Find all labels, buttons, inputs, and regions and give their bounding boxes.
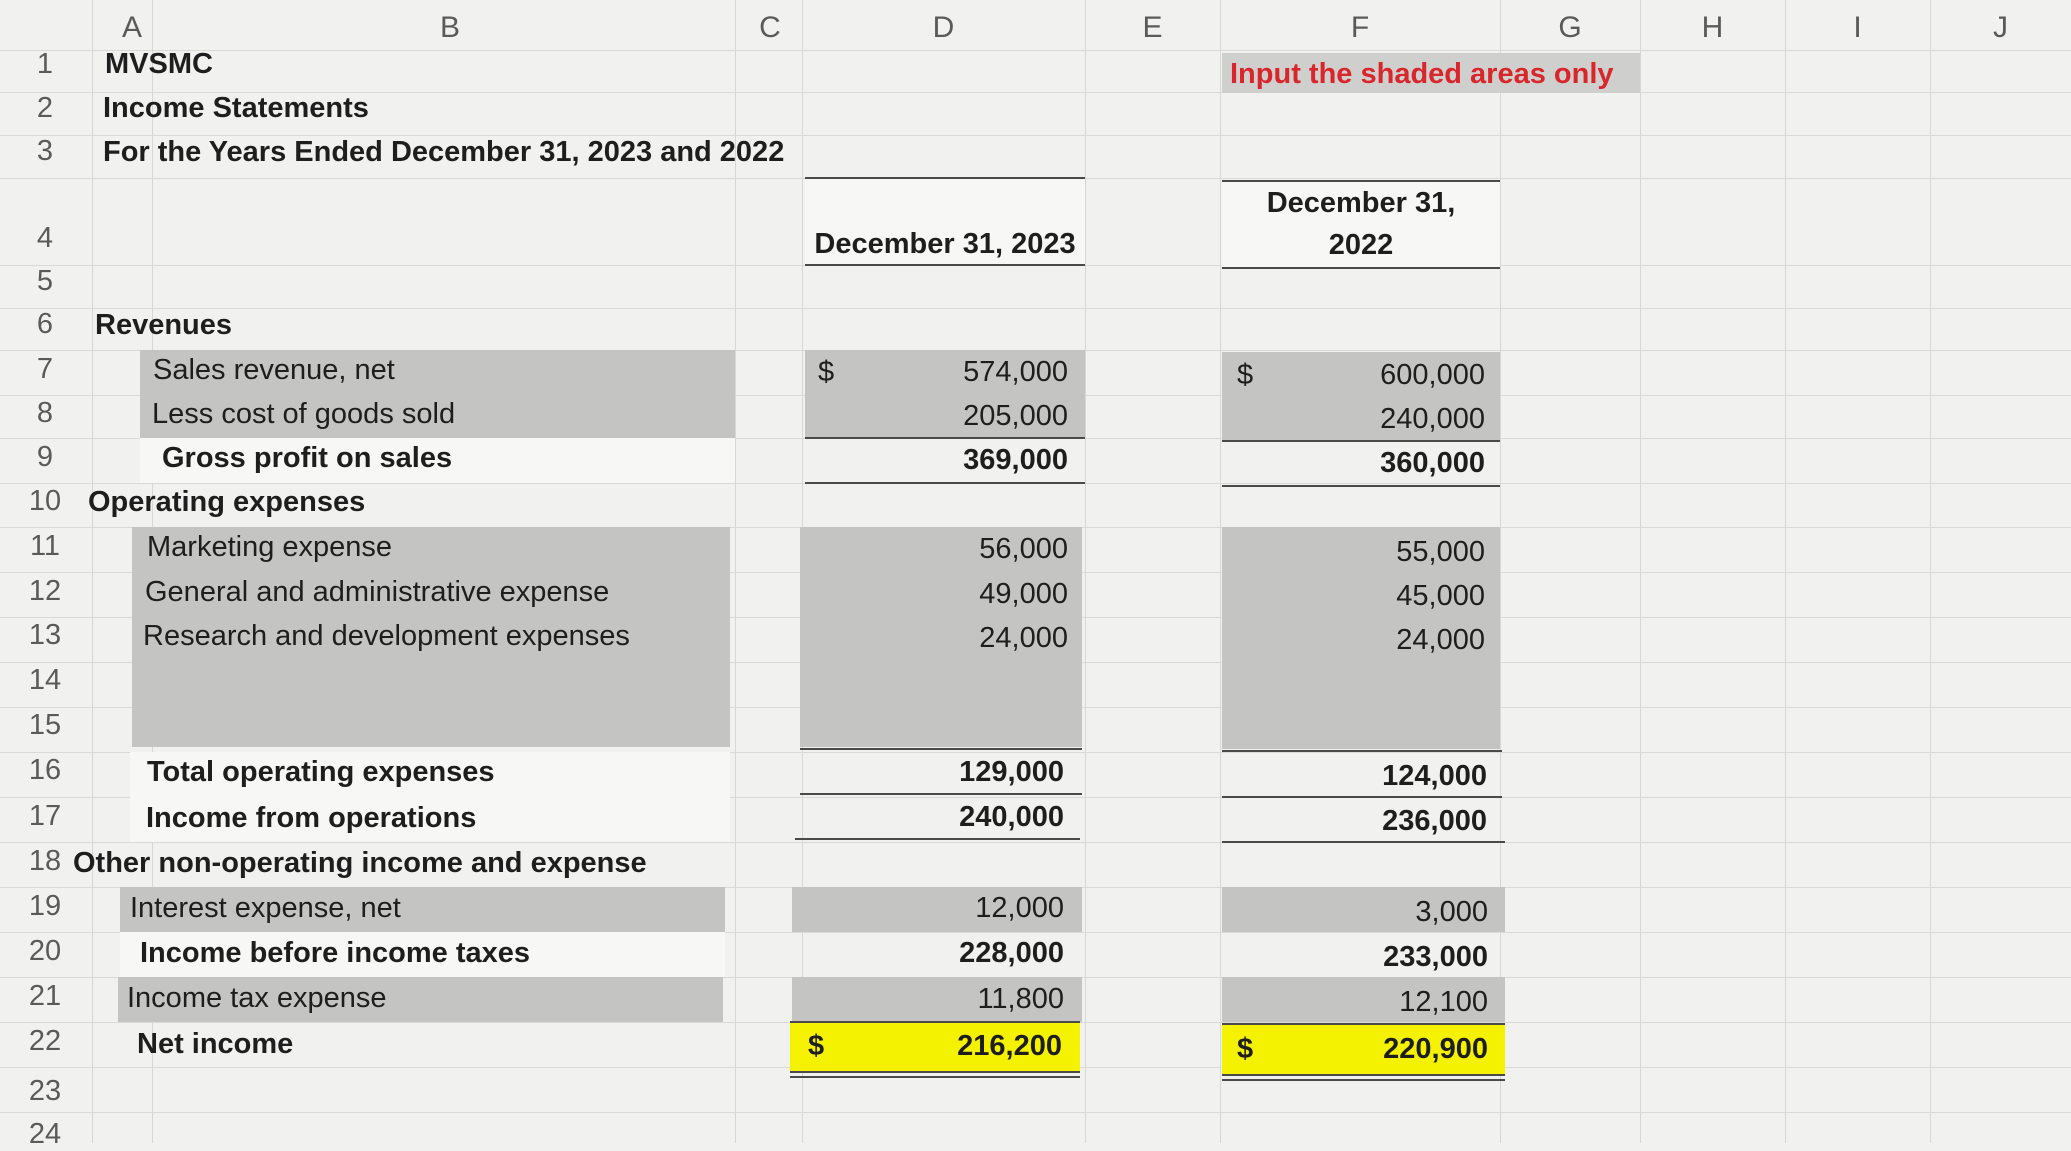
row-header[interactable]: 7 [36, 353, 54, 385]
column-header-a[interactable]: A [121, 11, 142, 44]
row-header[interactable]: 16 [28, 754, 62, 786]
value-2022-income-ops[interactable]: 236,000 [1382, 805, 1487, 837]
row-header[interactable]: 9 [36, 441, 54, 473]
column-header-d[interactable]: D [932, 11, 955, 44]
row-header[interactable]: 8 [36, 397, 54, 429]
instruction-text: Input the shaded areas only [1230, 58, 1614, 90]
currency-symbol: $ [1237, 1033, 1254, 1065]
header-2022-line2: 2022 [1328, 229, 1394, 261]
value-2023-cogs[interactable]: 205,000 [963, 400, 1068, 432]
value-2022-pretax[interactable]: 233,000 [1383, 941, 1488, 973]
value-2023-pretax[interactable]: 228,000 [959, 937, 1064, 969]
value-2022-cogs[interactable]: 240,000 [1380, 403, 1485, 435]
row-header[interactable]: 14 [28, 664, 62, 696]
value-2022-rd[interactable]: 24,000 [1396, 624, 1485, 656]
value-2023-income-ops[interactable]: 240,000 [959, 801, 1064, 833]
row-header[interactable]: 17 [28, 800, 62, 832]
row-header[interactable]: 12 [28, 575, 62, 607]
row-header[interactable]: 15 [28, 709, 62, 741]
label-sales-revenue[interactable]: Sales revenue, net [153, 354, 395, 386]
label-interest[interactable]: Interest expense, net [130, 892, 401, 924]
currency-symbol: $ [818, 356, 835, 388]
label-pretax: Income before income taxes [140, 937, 531, 969]
label-gross-profit: Gross profit on sales [162, 442, 453, 474]
statement-title: Income Statements [103, 92, 369, 124]
value-2023-marketing[interactable]: 56,000 [979, 533, 1068, 565]
column-header-j[interactable]: J [1993, 11, 2008, 44]
label-operating-expenses: Operating expenses [88, 486, 366, 518]
row-header[interactable]: 19 [28, 890, 62, 922]
row-header[interactable]: 11 [29, 530, 61, 562]
column-header-f[interactable]: F [1350, 11, 1370, 44]
label-general-admin[interactable]: General and administrative expense [145, 576, 610, 608]
row-header[interactable]: 10 [28, 485, 62, 517]
statement-period: For the Years Ended December 31, 2023 and 2022 [103, 136, 785, 168]
label-other-nonop: Other non-operating income and expense [73, 847, 647, 879]
row-header[interactable]: 3 [36, 135, 54, 167]
value-2023-total-opex[interactable]: 129,000 [959, 756, 1064, 788]
column-header-i[interactable]: I [1853, 11, 1862, 44]
column-header-h[interactable]: H [1701, 11, 1724, 44]
currency-symbol: $ [808, 1030, 825, 1062]
value-2022-tax[interactable]: 12,100 [1399, 986, 1488, 1018]
label-revenues: Revenues [95, 309, 233, 341]
value-2022-ga[interactable]: 45,000 [1396, 580, 1485, 612]
value-2023-sales[interactable]: 574,000 [963, 356, 1068, 388]
row-header[interactable]: 2 [36, 92, 54, 124]
label-research-dev[interactable]: Research and development expenses [143, 620, 630, 652]
label-tax[interactable]: Income tax expense [127, 982, 387, 1014]
currency-symbol: $ [1237, 359, 1254, 391]
value-2023-net[interactable]: 216,200 [957, 1030, 1062, 1062]
row-header[interactable]: 24 [28, 1118, 62, 1150]
row-header[interactable]: 22 [28, 1025, 62, 1057]
column-header-g[interactable]: G [1558, 11, 1582, 44]
value-2022-gross[interactable]: 360,000 [1380, 447, 1485, 479]
company-name: MVSMC [105, 48, 213, 80]
value-2023-gross[interactable]: 369,000 [963, 444, 1068, 476]
row-header[interactable]: 20 [28, 935, 62, 967]
row-header[interactable]: 13 [28, 619, 62, 651]
row-header[interactable]: 23 [28, 1075, 62, 1107]
column-header-b[interactable]: B [439, 11, 460, 44]
header-2023: December 31, 2023 [814, 228, 1076, 260]
row-header[interactable]: 5 [36, 265, 54, 297]
row-header[interactable]: 21 [28, 980, 62, 1012]
value-2022-marketing[interactable]: 55,000 [1396, 536, 1485, 568]
value-2022-interest[interactable]: 3,000 [1415, 896, 1488, 928]
value-2023-interest[interactable]: 12,000 [975, 892, 1064, 924]
row-header[interactable]: 6 [36, 308, 54, 340]
label-income-ops: Income from operations [146, 802, 477, 834]
value-2022-net[interactable]: 220,900 [1383, 1033, 1488, 1065]
value-2022-total-opex[interactable]: 124,000 [1382, 760, 1487, 792]
header-2022-line1: December 31, [1266, 187, 1456, 219]
row-header[interactable]: 4 [36, 222, 54, 254]
label-cogs[interactable]: Less cost of goods sold [152, 398, 456, 430]
column-header-e[interactable]: E [1142, 11, 1163, 44]
label-total-opex: Total operating expenses [147, 756, 495, 788]
value-2023-tax[interactable]: 11,800 [977, 983, 1064, 1015]
row-header[interactable]: 18 [28, 845, 62, 877]
value-2022-sales[interactable]: 600,000 [1380, 359, 1485, 391]
value-2023-rd[interactable]: 24,000 [979, 622, 1068, 654]
row-header[interactable]: 1 [36, 48, 54, 80]
label-marketing[interactable]: Marketing expense [147, 531, 393, 563]
value-2023-ga[interactable]: 49,000 [979, 578, 1068, 610]
column-header-c[interactable]: C [759, 11, 781, 44]
label-net-income: Net income [137, 1028, 294, 1060]
